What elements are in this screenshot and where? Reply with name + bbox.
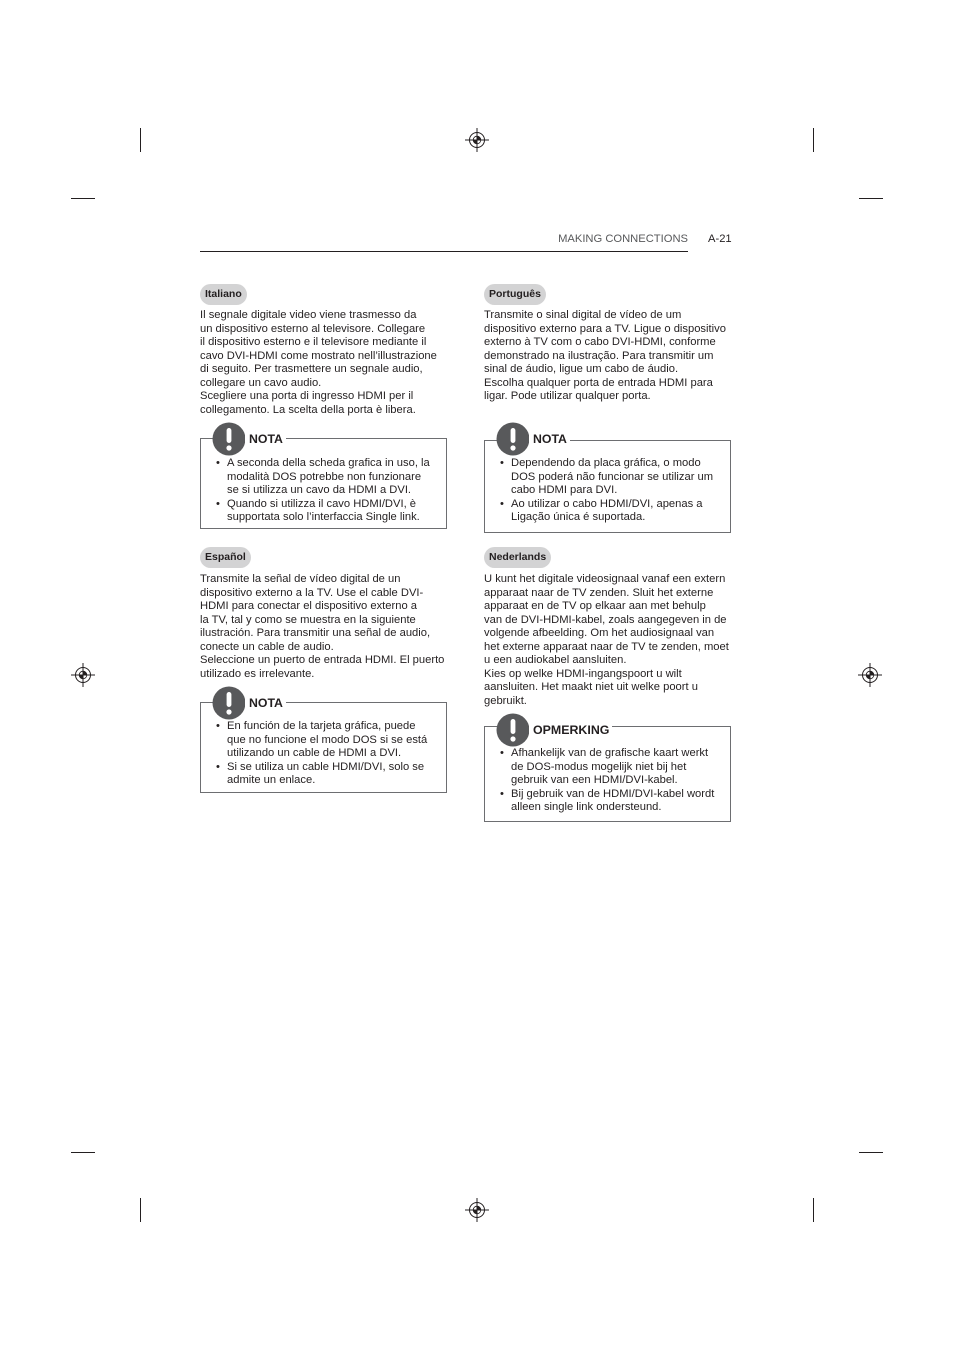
body-text-line: cavo DVI-HDMI come mostrato nell’illustrazione [200, 349, 437, 362]
note-bullet-item [500, 457, 713, 498]
note-box-nederlands [484, 723, 731, 822]
body-text-nederlands [484, 573, 729, 708]
body-text-line: ligar. Pode utilizar qualquer porta. [484, 390, 651, 403]
note-bullet-line: admite un enlace. [227, 774, 316, 787]
note-bullet-line: • Ao utilizar o cabo HDMI/DVI, apenas a [511, 497, 703, 510]
body-text-line: U kunt het digitale videosignaal vanaf een extern [484, 573, 726, 586]
note-bullet-item [500, 788, 714, 815]
body-text-line: aansluiten. Het maakt niet uit welke poort u [484, 681, 698, 694]
note-title: NOTA [245, 431, 286, 447]
body-text-line: utilizado es irrelevante. [200, 667, 315, 680]
registration-mark-icon [465, 1198, 489, 1222]
note-bullet-item [216, 457, 430, 498]
language-label-nederlands: Nederlands [484, 547, 551, 568]
body-text-line: un dispositivo esterno al televisore. Collegare [200, 322, 426, 335]
note-bullet-line: cabo HDMI para DVI. [511, 484, 618, 497]
registration-mark-icon [858, 663, 882, 687]
body-text-line: dispositivo externo para a TV. Ligue o dispositivo [484, 322, 726, 335]
note-bullet-list [216, 720, 427, 788]
note-bullet-list [500, 747, 714, 815]
body-text-line: di seguito. Per trasmettere un segnale audio, [200, 363, 423, 376]
body-text-line: Seleccione un puerto de entrada HDMI. El puerto [200, 654, 445, 667]
body-text-line: Escolha qualquer porta de entrada HDMI para [484, 376, 713, 389]
body-text-line: u een audiokabel aansluiten. [484, 654, 627, 667]
note-title: OPMERKING [529, 722, 612, 738]
header-divider [200, 251, 688, 252]
note-bullet-line: modalità DOS potrebbe non funzionare [227, 470, 422, 483]
crop-mark [71, 1152, 95, 1153]
body-text-line: collegare un cavo audio. [200, 376, 322, 389]
note-bullet-line: • En función de la tarjeta gráfica, puede [227, 720, 416, 733]
crop-mark [859, 198, 883, 199]
crop-mark [813, 128, 814, 152]
note-box-portugues [484, 432, 731, 533]
body-text-line: dispositivo externo a la TV. Use el cable DVI- [200, 586, 424, 599]
note-bullet-line: • Dependendo da placa gráfica, o modo [511, 457, 701, 470]
exclamation-icon [496, 422, 530, 456]
body-text-line: conecte un cable de audio. [200, 640, 334, 653]
exclamation-icon [496, 713, 530, 747]
page-number: A-21 [708, 233, 732, 245]
crop-mark [859, 1152, 883, 1153]
body-text-line: Il segnale digitale video viene trasmesso da [200, 309, 417, 322]
note-bullet-item [500, 747, 714, 788]
note-bullet-list [500, 457, 713, 525]
note-box-italiano [200, 432, 447, 529]
note-bullet-line: • Si se utiliza un cable HDMI/DVI, solo se [227, 760, 425, 773]
note-title: NOTA [245, 695, 286, 711]
body-text-line: ilustración. Para transmitir una señal de audio, [200, 627, 431, 640]
note-bullet-line: • A seconda della scheda grafica in uso, la [227, 457, 430, 470]
note-bullet-line: alleen single link ondersteund. [511, 801, 662, 814]
note-bullet-line: DOS poderá não funcionar se utilizar um [511, 470, 714, 483]
registration-mark-icon [465, 128, 489, 152]
note-bullet-line: de DOS-modus mogelijk niet bij het [511, 760, 687, 773]
note-box-espanol [200, 696, 447, 793]
note-bullet-line: Ligação única é suportada. [511, 511, 646, 524]
exclamation-icon [212, 686, 246, 720]
note-bullet-item [216, 720, 427, 761]
crop-mark [71, 198, 95, 199]
note-bullet-line: • Quando si utilizza il cavo HDMI/DVI, è [227, 497, 417, 510]
body-text-line: collegamento. La scelta della porta è libera. [200, 403, 416, 416]
body-text-italiano [200, 309, 437, 417]
note-bullet-line: utilizando un cable de HDMI a DVI. [227, 747, 402, 760]
note-bullet-line: • Bij gebruik van de HDMI/DVI-kabel wordt [511, 787, 715, 800]
note-bullet-line: • Afhankelijk van de grafische kaart werkt [511, 747, 709, 760]
body-text-line: apparaat en de TV op elkaar aan met behulp [484, 600, 706, 613]
body-text-line: sinal de áudio, ligue um cabo de áudio. [484, 363, 679, 376]
body-text-line: demonstrado na ilustração. Para transmitir um [484, 349, 714, 362]
crop-mark [140, 128, 141, 152]
body-text-line: externo à TV com o cabo DVI-HDMI, conforme [484, 336, 716, 349]
body-text-line: Transmite o sinal digital de vídeo de um [484, 309, 682, 322]
body-text-espanol [200, 573, 444, 681]
body-text-line: volgende afbeelding. Om het audiosignaal van [484, 627, 715, 640]
body-text-line: Transmite la señal de vídeo digital de un [200, 573, 401, 586]
crop-mark [813, 1198, 814, 1222]
note-bullet-item [216, 761, 427, 788]
body-text-line: Kies op welke HDMI-ingangspoort u wilt [484, 667, 682, 680]
language-label-italiano: Italiano [200, 284, 247, 305]
note-bullet-line: se si utilizza un cavo da HDMI a DVI. [227, 484, 412, 497]
body-text-portugues [484, 309, 726, 404]
section-title: MAKING CONNECTIONS [558, 233, 688, 245]
note-bullet-line: que no funcione el modo DOS si se está [227, 733, 428, 746]
body-text-line: gebruikt. [484, 694, 527, 707]
exclamation-icon [212, 422, 246, 456]
body-text-line: HDMI para conectar el dispositivo externo a [200, 600, 418, 613]
body-text-line: apparaat naar de TV zenden. Sluit het externe [484, 586, 714, 599]
body-text-line: il dispositivo esterno e il televisore mediante il [200, 336, 427, 349]
language-label-espanol: Español [200, 547, 251, 568]
registration-mark-icon [71, 663, 95, 687]
body-text-line: Scegliere una porta di ingresso HDMI per il [200, 390, 414, 403]
note-bullet-line: gebruik van een HDMI/DVI-kabel. [511, 774, 678, 787]
note-title: NOTA [529, 431, 570, 447]
crop-mark [140, 1198, 141, 1222]
body-text-line: van de DVI-HDMI-kabel, zoals aangegeven in de [484, 613, 727, 626]
note-bullet-line: supportata solo l’interfaccia Single link. [227, 511, 420, 524]
body-text-line: het externe apparaat naar de TV te zenden, moet [484, 640, 729, 653]
note-bullet-item [500, 498, 713, 525]
note-bullet-list [216, 457, 430, 525]
language-label-portugues: Português [484, 284, 546, 305]
body-text-line: la TV, tal y como se muestra en la siguiente [200, 613, 416, 626]
note-bullet-item [216, 498, 430, 525]
